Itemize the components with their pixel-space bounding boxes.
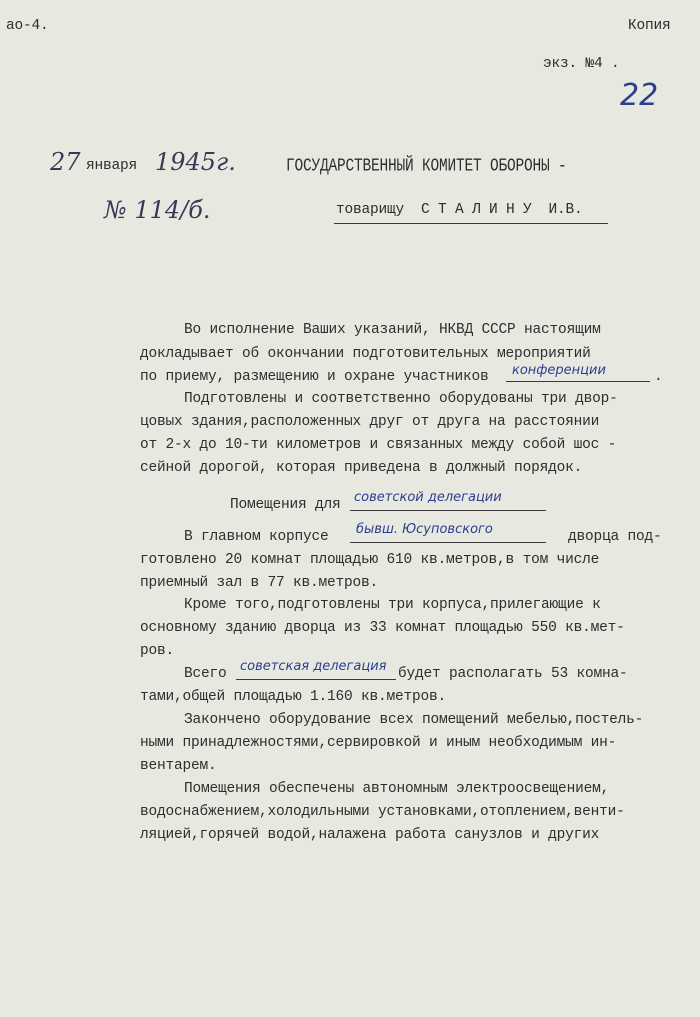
p1-line-1: Во исполнение Ваших указаний, НКВД СССР настоящим (184, 322, 601, 338)
p6-line-1: Закончено оборудование всех помещений мебелью,постель- (184, 712, 644, 728)
p2-line-1: Подготовлены и соответственно оборудованы три двор- (184, 391, 618, 407)
section-title: Помещения для (230, 497, 341, 513)
date-day-handwritten: 27 (50, 148, 81, 176)
p7-line-1: Помещения обеспечены автономным электроосвещением, (184, 781, 610, 797)
p4-line-3: ров. (140, 643, 175, 659)
p5-handwritten-insert: советская делегация (240, 659, 387, 674)
date-month: января (86, 158, 138, 174)
p4-line-2: основному зданию дворца из 33 комнат площадью 550 кв.мет- (140, 620, 625, 636)
p7-line-2: водоснабжением,холодильными установками,отоплением,венти- (140, 804, 625, 820)
p5-blank-line (236, 679, 396, 680)
p4-line-1: Кроме того,подготовлены три корпуса,прилегающие к (184, 597, 601, 613)
p6-line-2: ными принадлежностями,сервировкой и иным необходимым ин- (140, 735, 617, 751)
p5-after: будет располагать 53 комна- (398, 666, 628, 682)
document-code: ао-4. (6, 18, 49, 34)
p2-line-3: от 2-х до 10-ти километров и связанных между собой шос - (140, 437, 617, 453)
date-year-handwritten: 1945г. (155, 148, 236, 176)
p1-line-2: докладывает об окончании подготовительных мероприятий (140, 346, 591, 362)
p3-blank-line (350, 542, 546, 543)
p3-handwritten-insert: бывш. Юсуповского (356, 522, 493, 537)
p3-line-2: приемный зал в 77 кв.метров. (140, 575, 379, 591)
p3-after: дворца под- (568, 529, 662, 545)
document-number-handwritten: № 114/б. (104, 196, 211, 224)
section-title-handwritten: советской делегации (354, 490, 502, 505)
p1-handwritten-insert: конференции (512, 363, 606, 378)
addressee-committee: ГОСУДАРСТВЕННЫЙ КОМИТЕТ ОБОРОНЫ - (286, 156, 567, 177)
addressee-stalin: товарищу С Т А Л И Н У И.В. (336, 202, 583, 218)
p2-line-4: сейной дорогой, которая приведена в должный порядок. (140, 460, 583, 476)
p3-start: В главном корпусе (184, 529, 329, 545)
p5-line-1: тами,общей площадью 1.160 кв.метров. (140, 689, 447, 705)
p1-blank-line (506, 381, 650, 382)
p6-line-3: вентарем. (140, 758, 217, 774)
copy-label: Копия (628, 18, 671, 34)
copy-number: экз. №4 . (543, 56, 620, 72)
p5-start: Всего (184, 666, 227, 682)
addressee-underline (334, 223, 608, 224)
p1-line-3: по приему, размещению и охране участников (140, 369, 489, 385)
p3-line-1: готовлено 20 комнат площадью 610 кв.метров,в том числе (140, 552, 600, 568)
handwritten-page-number: 22 (620, 78, 659, 113)
p7-line-3: ляцией,горячей водой,налажена работа санузлов и других (140, 827, 600, 843)
section-title-blank-line (350, 510, 546, 511)
p1-tail: . (654, 369, 663, 385)
p2-line-2: цовых здания,расположенных друг от друга на расстоянии (140, 414, 600, 430)
